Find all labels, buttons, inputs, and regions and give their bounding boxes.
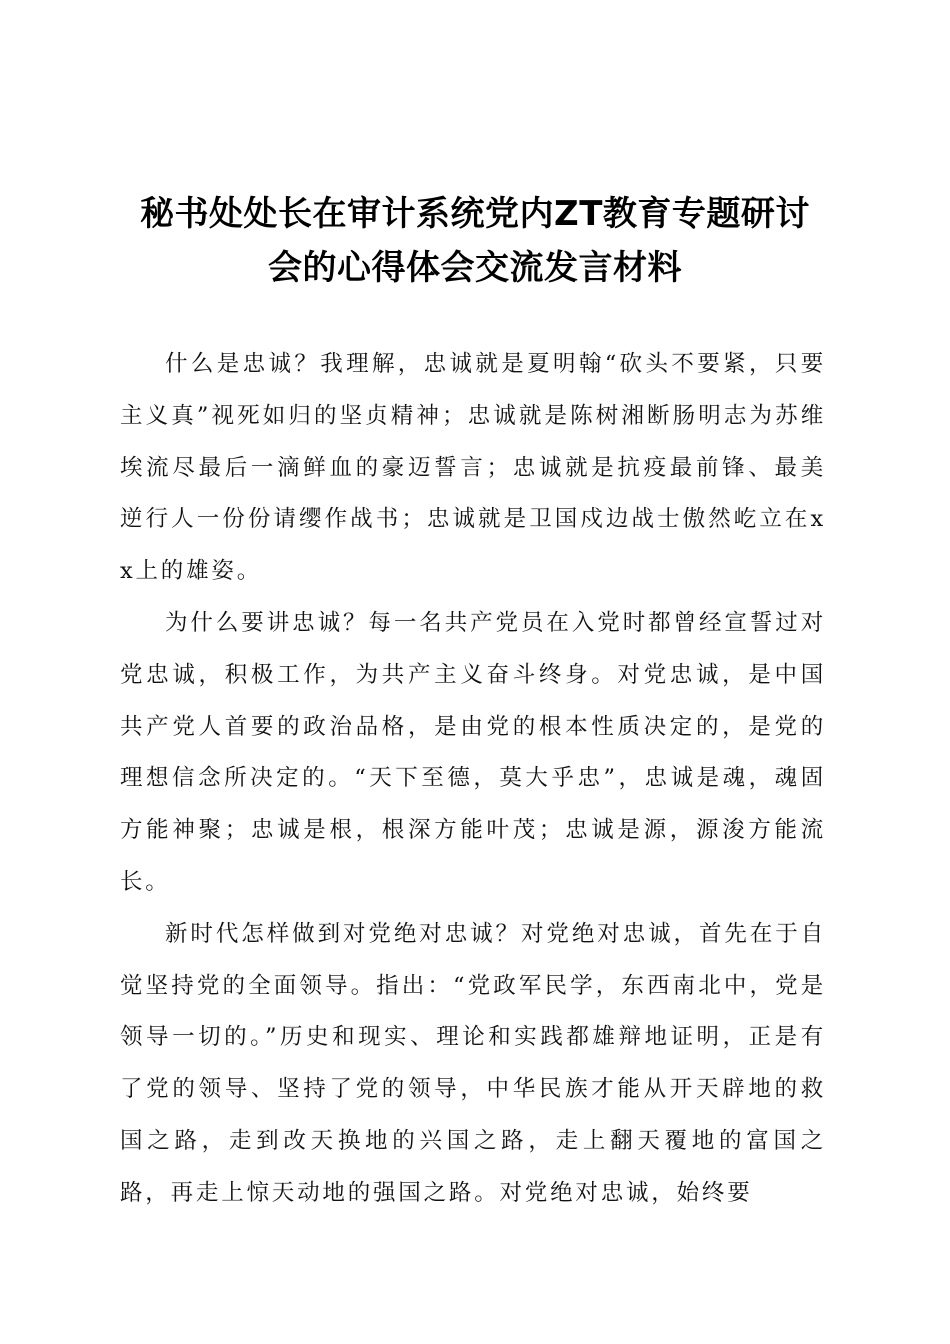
title-line-2: 会的心得体会交流发言材料 <box>268 248 682 288</box>
paragraph-1: 什么是忠诚？我理解，忠诚就是夏明翰“砍头不要紧，只要主义真”视死如归的坚贞精神；忠诚就是陈树湘断肠明志为苏维埃流尽最后一滴鲜血的豪迈誓言；忠诚就是抗疫最前锋、最美逆行人一份份请缨作战书；忠诚就是卫国戍边战士傲然屹立在xx上的雄姿。 <box>120 351 826 585</box>
title-line-1: 秘书处处长在审计系统党内ZT教育专题研讨 <box>140 194 810 234</box>
paragraph-2: 为什么要讲忠诚？每一名共产党员在入党时都曾经宣誓过对党忠诚，积极工作，为共产主义奋斗终身。对党忠诚，是中国共产党人首要的政治品格，是由党的根本性质决定的，是党的理想信念所决定的。“天下至德，莫大乎忠”，忠诚是魂，魂固方能神聚；忠诚是根，根深方能叶茂；忠诚是源，源浚方能流长。 <box>120 609 826 895</box>
document-body <box>120 339 826 1220</box>
paragraph-3: 新时代怎样做到对党绝对忠诚？对党绝对忠诚，首先在于自觉坚持党的全面领导。指出：“党政军民学，东西南北中，党是领导一切的。”历史和现实、理论和实践都雄辩地证明，正是有了党的领导、坚持了党的领导，中华民族才能从开天辟地的救国之路，走到改天换地的兴国之路，走上翻天覆地的富国之路，再走上惊天动地的强国之路。对党绝对忠诚，始终要 <box>120 920 826 1206</box>
document-title <box>100 187 850 295</box>
